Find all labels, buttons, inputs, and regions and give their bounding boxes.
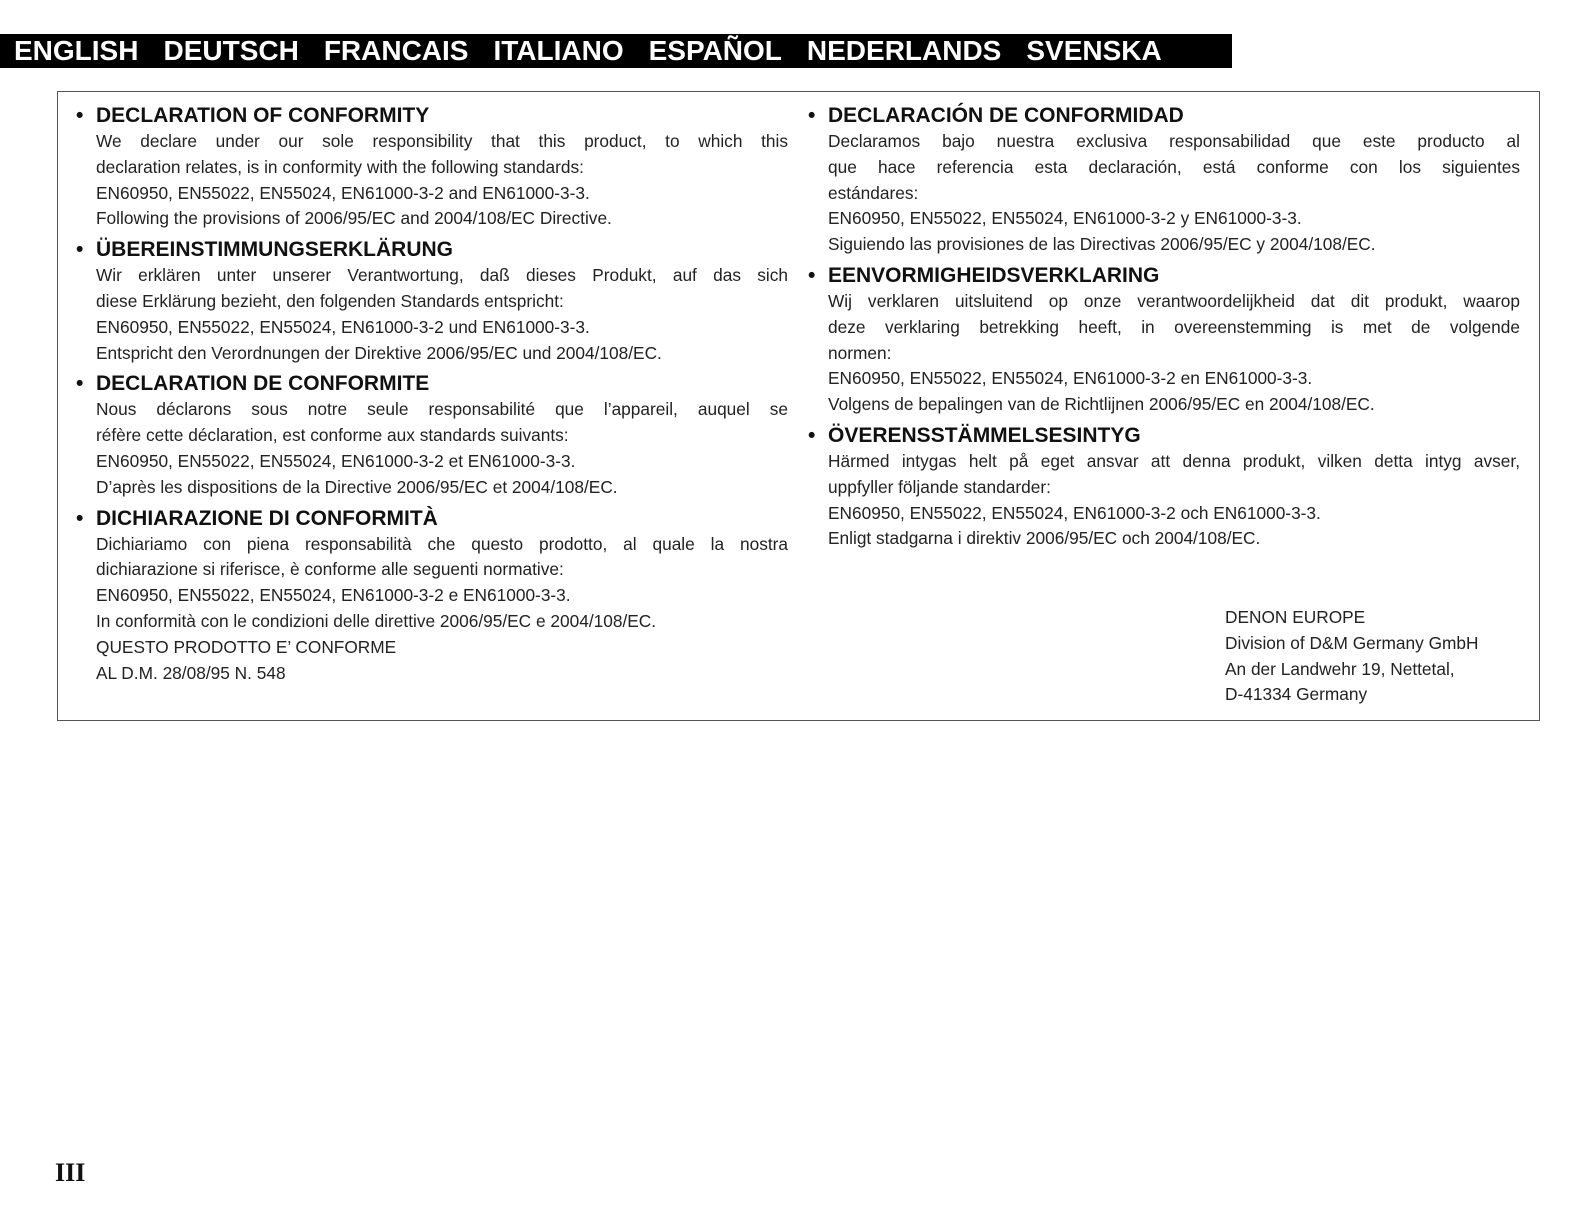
language-label-nederlands: NEDERLANDS [806,35,1002,66]
body-line: In conformità con le condizioni delle direttive 2006/95/EC e 2004/108/EC. [96,610,657,631]
section-body [76,263,788,366]
body-line: EN60950, EN55022, EN55024, EN61000-3-2 and EN61000-3-3. [96,182,590,203]
body-line: EN60950, EN55022, EN55024, EN61000-3-2 et EN61000-3-3. [96,450,576,471]
body-line: dichiarazione si riferisce, è conforme alle seguenti normative: [96,559,564,580]
section-body [808,449,1520,552]
section-heading [76,371,788,397]
right-column [808,103,1520,557]
bullet-icon: • [808,423,816,447]
section-body [76,129,788,232]
section-heading [76,103,788,129]
bullet-icon: • [76,372,84,396]
address-street: An der Landwehr 19, Nettetal, [1225,658,1455,679]
declaration-section-english [76,103,788,232]
heading-text: DECLARACIÓN DE CONFORMIDAD [828,104,1184,127]
body-line: Declaramos bajo nuestra exclusiva responsabilidad que este producto al [828,131,1520,151]
declaration-section-french [76,371,788,500]
body-line: Nous déclarons sous notre seule responsabilité que l’appareil, auquel se [96,399,788,420]
language-bar [0,34,1232,68]
body-line: D’après les dispositions de la Directive 2006/95/EC et 2004/108/EC. [96,476,618,497]
address-postal: D-41334 Germany [1225,684,1368,705]
section-heading [808,263,1520,289]
section-body [808,129,1520,258]
bullet-icon: • [808,104,816,127]
bullet-icon: • [76,104,84,127]
heading-text: DECLARATION OF CONFORMITY [96,104,430,127]
section-heading [808,423,1520,449]
language-label-english: ENGLISH [14,35,139,66]
body-line: EN60950, EN55022, EN55024, EN61000-3-2 und EN61000-3-3. [96,316,590,337]
section-heading [76,506,788,532]
body-line: Following the provisions of 2006/95/EC and 2004/108/EC Directive. [96,208,612,229]
manufacturer-address [1225,605,1479,708]
heading-text: EENVORMIGHEIDSVERKLARING [828,263,1160,287]
section-heading [808,103,1520,129]
heading-text: ÖVERENSSTÄMMELSESINTYG [828,423,1141,447]
declaration-section-german [76,237,788,366]
left-column [76,103,788,691]
body-line: EN60950, EN55022, EN55024, EN61000-3-2 y EN61000-3-3. [828,208,1302,229]
body-line: declaration relates, is in conformity with the following standards: [96,156,584,177]
bullet-icon: • [76,238,84,262]
language-label-svenska: SVENSKA [1026,35,1162,66]
body-line: uppfyller följande standarder: [828,476,1051,497]
body-line: Wir erklären unter unserer Verantwortung, daß dieses Produkt, auf das sich [96,265,788,286]
body-line: Härmed intygas helt på eget ansvar att denna produkt, vilken detta intyg avser, [828,450,1520,471]
section-body [808,289,1520,418]
declaration-section-dutch [808,263,1520,418]
heading-text: ÜBEREINSTIMMUNGSERKLÄRUNG [96,238,453,262]
body-line: QUESTO PRODOTTO E’ CONFORME [96,636,397,657]
declaration-section-italian [76,506,788,687]
body-line: Dichiariamo con piena responsabilità che questo prodotto, al quale la nostra [96,533,788,554]
body-line: EN60950, EN55022, EN55024, EN61000-3-2 e EN61000-3-3. [96,585,571,606]
address-division: Division of D&M Germany GmbH [1225,632,1479,653]
body-line: Enligt stadgarna i direktiv 2006/95/EC och 2004/108/EC. [828,528,1261,549]
body-line: EN60950, EN55022, EN55024, EN61000-3-2 och EN61000-3-3. [828,502,1321,523]
body-line: AL D.M. 28/08/95 N. 548 [96,662,286,683]
body-line: Siguiendo las provisiones de las Directivas 2006/95/EC y 2004/108/EC. [828,234,1376,255]
declaration-section-swedish [808,423,1520,552]
language-label-deutsch: DEUTSCH [163,35,299,66]
body-line: normen: [828,342,892,363]
body-line: diese Erklärung bezieht, den folgenden Standards entspricht: [96,290,564,311]
heading-text: DECLARATION DE CONFORMITE [96,372,430,396]
bullet-icon: • [808,263,816,287]
section-heading [76,237,788,263]
body-line: Wij verklaren uitsluitend op onze verantwoordelijkheid dat dit produkt, waarop [828,290,1520,311]
bullet-icon: • [76,506,84,530]
section-body [76,397,788,500]
language-label-francais: FRANCAIS [323,35,469,66]
body-line: Volgens de bepalingen van de Richtlijnen 2006/95/EC en 2004/108/EC. [828,394,1375,415]
page-number: III [55,1158,86,1187]
body-line: que hace referencia esta declaración, está conforme con los siguientes [828,156,1520,177]
body-line: EN60950, EN55022, EN55024, EN61000-3-2 en EN61000-3-3. [828,368,1313,389]
body-line: Entspricht den Verordnungen der Direktive 2006/95/EC und 2004/108/EC. [96,342,662,363]
declaration-section-spanish [808,103,1520,258]
section-body [76,532,788,687]
heading-text: DICHIARAZIONE DI CONFORMITÀ [96,506,438,530]
language-label-espanol: ESPAÑOL [648,35,782,66]
address-company: DENON EUROPE [1225,607,1366,627]
body-line: réfère cette déclaration, est conforme aux standards suivants: [96,425,569,446]
body-line: We declare under our sole responsibility that this product, to which this [96,131,788,151]
language-label-italiano: ITALIANO [493,35,624,66]
body-line: deze verklaring betrekking heeft, in overeenstemming is met de volgende [828,316,1520,337]
body-line: estándares: [828,182,919,203]
